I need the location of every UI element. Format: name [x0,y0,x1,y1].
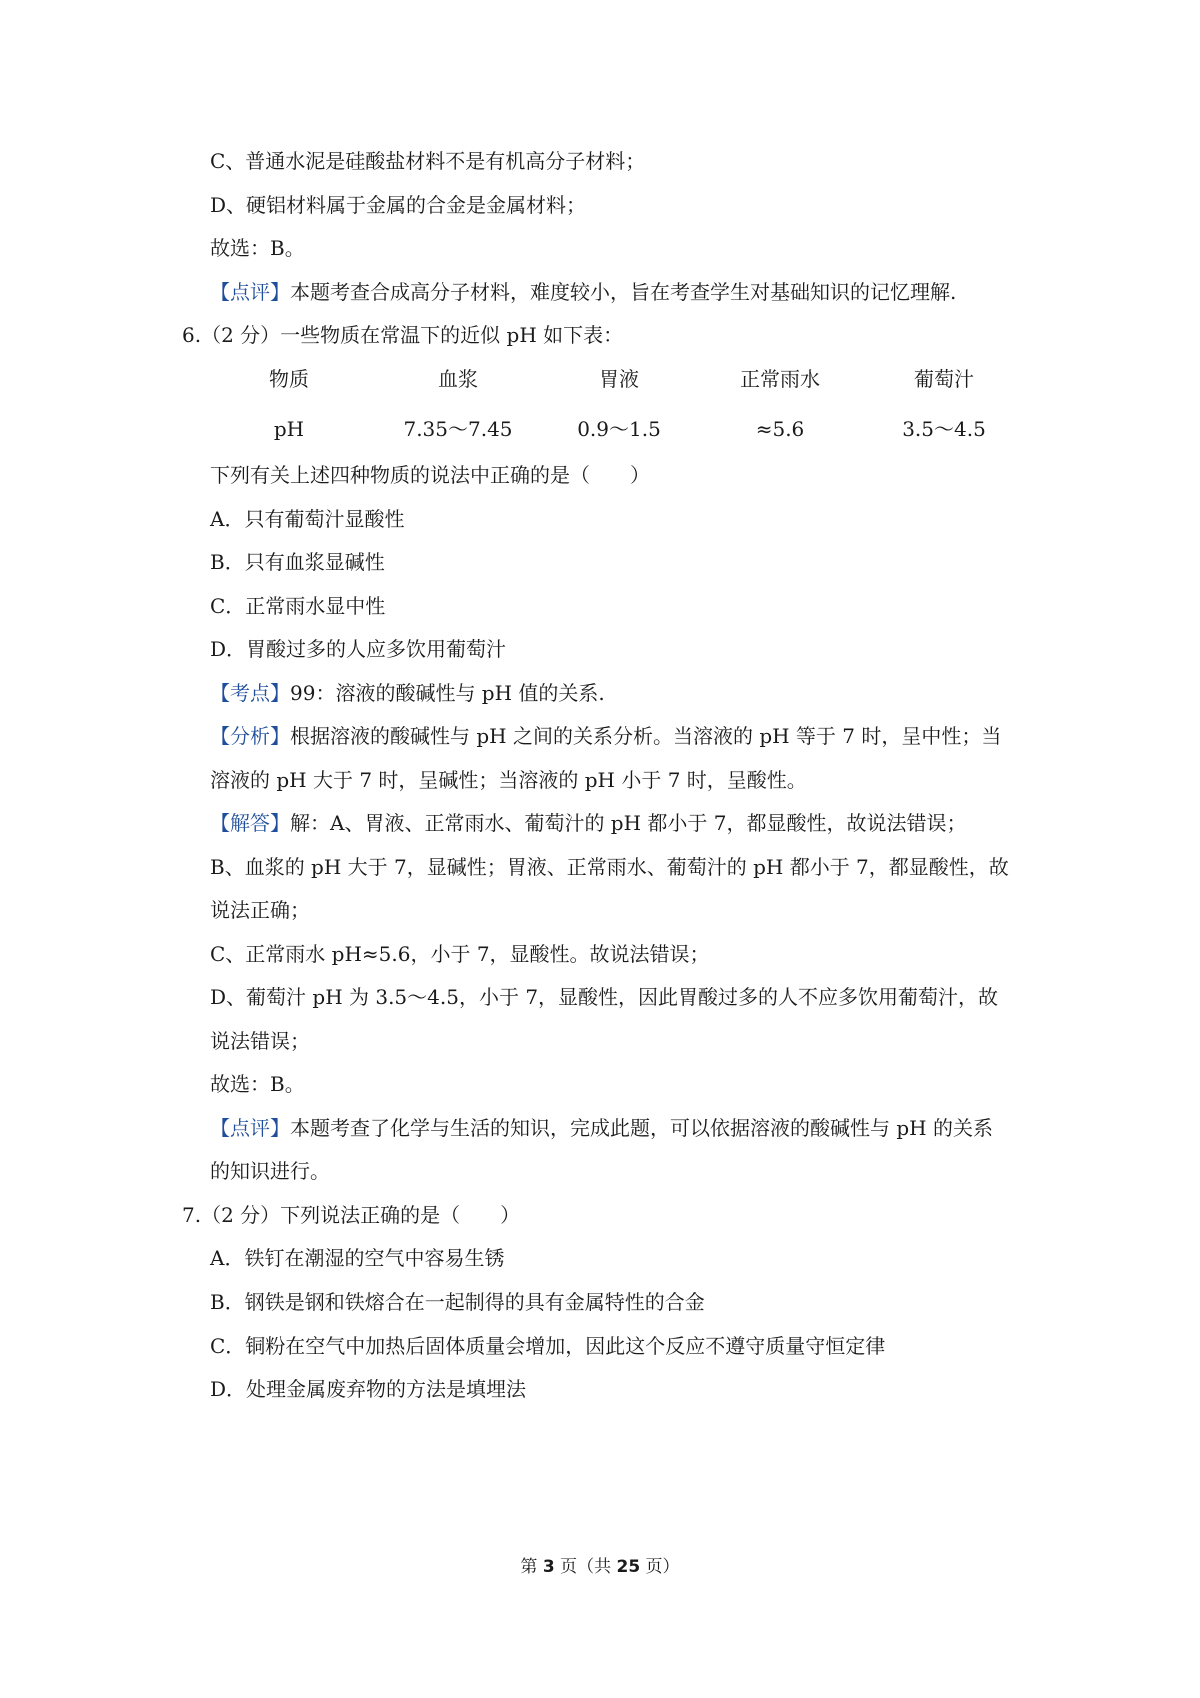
jieda-line: C、正常雨水 pH≈5.6，小于 7，显酸性。故说法错误； [210,942,710,966]
option-b: B．钢铁是钢和铁熔合在一起制得的具有金属特性的合金 [210,1290,705,1314]
question-6-prompt: 下列有关上述四种物质的说法中正确的是（ ） [210,463,650,487]
table-value-cell: 0.9～1.5 [577,417,661,441]
jieda-line: 故选：B。 [210,1072,305,1096]
table-header-cell: 物质 [269,367,309,391]
footer-middle: 页（共 [554,1557,617,1577]
jieda-text-line1: 解：A、胃液、正常雨水、葡萄汁的 pH 都小于 7，都显酸性，故说法错误； [290,811,967,835]
kaodian-tag: 【考点】 [210,681,290,705]
table-header-cell: 葡萄汁 [914,367,974,391]
kaodian-paragraph [210,680,605,706]
jieda-line: D、葡萄汁 pH 为 3.5～4.5，小于 7，显酸性，因此胃酸过多的人不应多饮用葡萄汁，故 [210,985,999,1009]
option-c: C．铜粉在空气中加热后固体质量会增加，因此这个反应不遵守质量守恒定律 [210,1334,886,1358]
option-d: D．胃酸过多的人应多饮用葡萄汁 [210,637,507,661]
jieda-line: 说法正确； [210,898,310,922]
jieda-tag: 【解答】 [210,811,290,835]
fenxi-paragraph [210,723,1001,749]
comment-tag: 【点评】 [210,280,290,304]
dianping-tag: 【点评】 [210,1116,290,1140]
table-header-cell: 胃液 [599,367,639,391]
option-a: A．铁钉在潮湿的空气中容易生锈 [210,1246,505,1270]
dianping-paragraph [210,1115,993,1141]
page-total: 25 [616,1557,641,1577]
jieda-line: 说法错误； [210,1029,310,1053]
dianping-text-line1: 本题考查了化学与生活的知识，完成此题，可以依据溶液的酸碱性与 pH 的关系 [290,1116,993,1140]
answer-line-c: C、普通水泥是硅酸盐材料不是有机高分子材料； [210,149,646,173]
footer-prefix: 第 [520,1557,543,1577]
question-7-stem: 7.（2 分）下列说法正确的是（ ） [182,1203,521,1227]
jieda-paragraph [210,810,966,836]
table-value-cell: pH [273,417,305,441]
jieda-line: B、血浆的 pH 大于 7，显碱性；胃液、正常雨水、葡萄汁的 pH 都小于 7，都显酸性，故 [210,855,1009,879]
fenxi-tag: 【分析】 [210,724,290,748]
dianping-text-line2: 的知识进行。 [210,1159,330,1183]
table-header-cell: 正常雨水 [740,367,820,391]
option-a: A．只有葡萄汁显酸性 [210,507,405,531]
question-6-stem: 6.（2 分）一些物质在常温下的近似 pH 如下表： [182,323,624,347]
option-b: B．只有血浆显碱性 [210,550,385,574]
answer-line-d: D、硬铝材料属于金属的合金是金属材料； [210,193,587,217]
page-footer [0,1556,1200,1578]
comment-text: 本题考查合成高分子材料，难度较小，旨在考查学生对基础知识的记忆理解. [290,280,957,304]
option-c: C．正常雨水显中性 [210,594,386,618]
page-number: 3 [542,1557,555,1577]
comment-paragraph [210,279,956,305]
footer-suffix: 页） [640,1557,680,1577]
fenxi-text-line1: 根据溶液的酸碱性与 pH 之间的关系分析。当溶液的 pH 等于 7 时，呈中性；当 [290,724,1002,748]
table-value-cell: ≈5.6 [755,417,805,441]
answer-choice: 故选：B。 [210,236,305,260]
option-d: D．处理金属废弃物的方法是填埋法 [210,1377,527,1401]
table-value-cell: 3.5～4.5 [902,417,986,441]
table-value-cell: 7.35～7.45 [403,417,513,441]
fenxi-text-line2: 溶液的 pH 大于 7 时，呈碱性；当溶液的 pH 小于 7 时，呈酸性。 [210,768,807,792]
table-header-cell: 血浆 [438,367,478,391]
kaodian-text: 99：溶液的酸碱性与 pH 值的关系. [290,681,605,705]
